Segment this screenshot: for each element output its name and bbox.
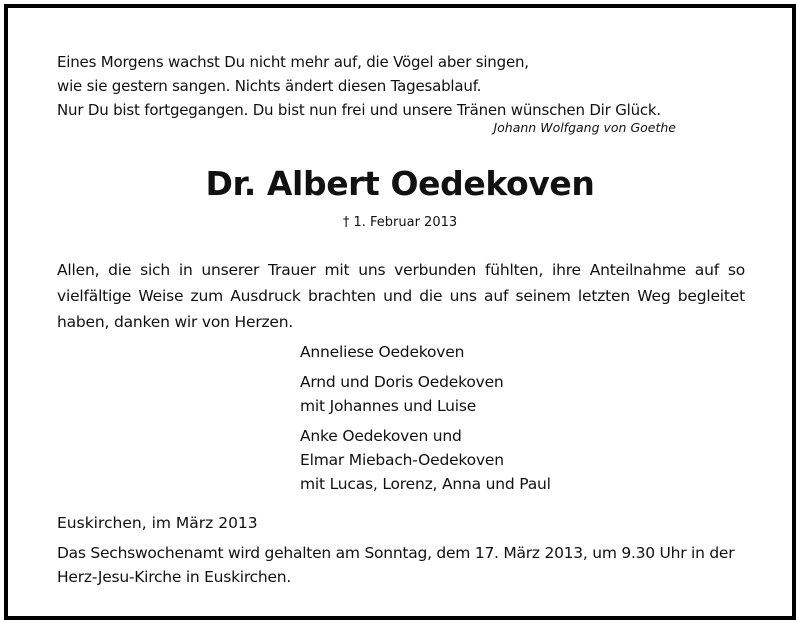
- signer-line: mit Lucas, Lorenz, Anna und Paul: [300, 475, 551, 493]
- signers-list: [300, 340, 720, 502]
- signer-group: [300, 424, 720, 496]
- poem-author: Johann Wolfgang von Goethe: [493, 120, 676, 135]
- poem-line: Nur Du bist fortgegangen. Du bist nun frei und unsere Tränen wünschen Dir Glück.: [57, 101, 661, 119]
- signer-group: [300, 340, 720, 364]
- signer-line: mit Johannes und Luise: [300, 397, 477, 415]
- poem-line: Eines Morgens wachst Du nicht mehr auf, die Vögel aber singen,: [57, 53, 529, 71]
- deceased-name: Dr. Albert Oedekoven: [205, 164, 595, 203]
- signer-line: Elmar Miebach-Oedekoven: [300, 451, 504, 469]
- signer-group: [300, 370, 720, 418]
- place-date: Euskirchen, im März 2013: [57, 514, 258, 532]
- signer-line: Arnd und Doris Oedekoven: [300, 373, 504, 391]
- service-announcement: [57, 541, 757, 589]
- thanks-paragraph: Allen, die sich in unserer Trauer mit uns verbunden fühlten, ihre Anteilnahme auf so vielfältige Weise zum Ausdruck brachten und die uns auf seinem letzten Weg begleitet haben, danken wir von Herzen.: [57, 261, 745, 331]
- obituary-notice: [4, 4, 796, 620]
- signer-line: Anke Oedekoven und: [300, 427, 462, 445]
- signer-line: Anneliese Oedekoven: [300, 343, 465, 361]
- poem-quote: [57, 50, 697, 122]
- death-date: † 1. Februar 2013: [342, 215, 458, 230]
- poem-line: wie sie gestern sangen. Nichts ändert diesen Tagesablauf.: [57, 77, 482, 95]
- service-line: Das Sechswochenamt wird gehalten am Sonntag, dem 17. März 2013, um 9.30 Uhr in der: [57, 544, 735, 562]
- service-line: Herz-Jesu-Kirche in Euskirchen.: [57, 568, 292, 586]
